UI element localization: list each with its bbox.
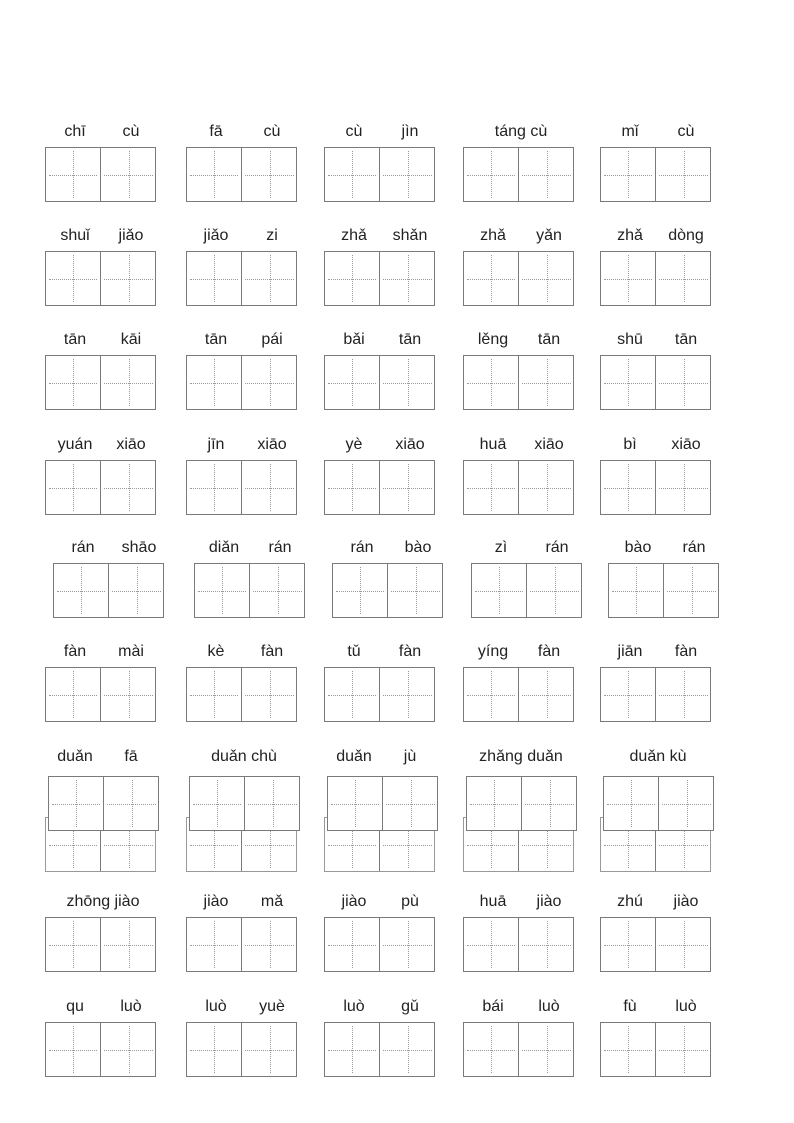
tian-zi-cell[interactable] (656, 461, 711, 514)
pinyin-label: yè (345, 436, 363, 453)
tian-zi-cell[interactable] (380, 918, 435, 971)
word-item (45, 890, 159, 990)
tian-zi-cell[interactable] (519, 252, 574, 305)
pinyin-label: bào (404, 539, 432, 556)
tian-zi-cell[interactable] (656, 668, 711, 721)
tian-zi-cell[interactable] (601, 668, 656, 721)
writing-grid[interactable] (463, 667, 574, 722)
pinyin-label: rán (268, 539, 292, 556)
word-item (332, 536, 446, 636)
pinyin-label: zhǎ (480, 227, 506, 244)
word-item (600, 433, 714, 533)
tian-zi-cell[interactable] (380, 461, 435, 514)
word-item (186, 328, 300, 428)
word-item (45, 745, 159, 845)
tian-zi-cell[interactable] (604, 777, 659, 830)
tian-zi-cell[interactable] (242, 918, 297, 971)
pinyin-label: jiān (617, 643, 643, 660)
tian-zi-cell[interactable] (46, 252, 101, 305)
pinyin-label: huā (479, 893, 507, 910)
word-item (45, 640, 159, 740)
tian-zi-cell[interactable] (242, 148, 297, 201)
word-item (600, 224, 714, 324)
word-item (186, 433, 300, 533)
tian-zi-cell[interactable] (519, 1023, 574, 1076)
tian-zi-cell[interactable] (242, 252, 297, 305)
tian-zi-cell[interactable] (656, 918, 711, 971)
tian-zi-cell[interactable] (656, 1023, 711, 1076)
pinyin-label: luò (343, 998, 365, 1015)
writing-grid[interactable] (463, 147, 574, 202)
writing-grid[interactable] (194, 563, 305, 618)
pinyin-label: jiǎo (203, 227, 229, 244)
pinyin-label: xiāo (116, 436, 146, 453)
tian-zi-cell[interactable] (325, 668, 380, 721)
pinyin-label: fā (124, 748, 138, 765)
writing-grid[interactable] (45, 1022, 156, 1077)
tian-zi-cell[interactable] (522, 777, 577, 830)
pinyin-label: fàn (537, 643, 561, 660)
word-item (324, 995, 438, 1095)
word-item (186, 890, 300, 990)
word-item (45, 433, 159, 533)
tian-zi-cell[interactable] (187, 1023, 242, 1076)
tian-zi-cell[interactable] (464, 461, 519, 514)
tian-zi-cell[interactable] (325, 148, 380, 201)
writing-grid[interactable] (600, 917, 711, 972)
writing-grid[interactable] (324, 460, 435, 515)
tian-zi-cell[interactable] (101, 1023, 156, 1076)
word-item (463, 890, 577, 990)
writing-grid[interactable] (463, 355, 574, 410)
word-row (0, 328, 794, 428)
pinyin-label: jù (403, 748, 417, 765)
pinyin-label: zi (266, 227, 278, 244)
pinyin-label: jīn (207, 436, 225, 453)
writing-grid[interactable] (327, 776, 438, 831)
pinyin-label: gǔ (401, 998, 419, 1015)
tian-zi-cell[interactable] (519, 461, 574, 514)
pinyin-label: cù (345, 123, 363, 140)
tian-zi-cell[interactable] (519, 668, 574, 721)
writing-grid[interactable] (600, 251, 711, 306)
word-item (463, 640, 577, 740)
tian-zi-cell[interactable] (656, 252, 711, 305)
word-item (463, 224, 577, 324)
pinyin-label: rán (545, 539, 569, 556)
tian-zi-cell[interactable] (333, 564, 388, 617)
pinyin-label: huā (479, 436, 507, 453)
pinyin-label: pái (261, 331, 283, 348)
pinyin-label: tān (674, 331, 698, 348)
pinyin-label: tān (398, 331, 422, 348)
tian-zi-cell[interactable] (519, 148, 574, 201)
pinyin-label: dòng (668, 227, 704, 244)
writing-grid[interactable] (324, 147, 435, 202)
pinyin-label: shǎn (392, 227, 428, 244)
writing-grid[interactable] (332, 563, 443, 618)
tian-zi-cell[interactable] (527, 564, 582, 617)
tian-zi-cell[interactable] (101, 668, 156, 721)
pinyin-label: yuán (57, 436, 93, 453)
writing-grid[interactable] (186, 251, 297, 306)
pinyin-label: zì (494, 539, 508, 556)
tian-zi-cell[interactable] (325, 252, 380, 305)
tian-zi-cell[interactable] (325, 1023, 380, 1076)
word-row (0, 890, 794, 990)
tian-zi-cell[interactable] (46, 148, 101, 201)
pinyin-label: fù (623, 998, 637, 1015)
tian-zi-cell[interactable] (383, 777, 438, 830)
pinyin-label: fàn (63, 643, 87, 660)
word-item (324, 890, 438, 990)
tian-zi-cell[interactable] (101, 356, 156, 409)
writing-grid[interactable] (186, 1022, 297, 1077)
pinyin-label: mǎ (260, 893, 284, 910)
tian-zi-cell[interactable] (609, 564, 664, 617)
pinyin-label: xiāo (671, 436, 701, 453)
tian-zi-cell[interactable] (380, 668, 435, 721)
tian-zi-cell[interactable] (195, 564, 250, 617)
tian-zi-cell[interactable] (46, 461, 101, 514)
tian-zi-cell[interactable] (328, 777, 383, 830)
word-item (463, 995, 577, 1095)
word-item (600, 995, 714, 1095)
word-item (186, 745, 300, 845)
tian-zi-cell[interactable] (187, 668, 242, 721)
pinyin-label: rán (71, 539, 95, 556)
tian-zi-cell[interactable] (46, 668, 101, 721)
pinyin-label: tǔ (347, 643, 361, 660)
word-item (471, 536, 585, 636)
tian-zi-cell[interactable] (659, 777, 714, 830)
writing-grid[interactable] (600, 1022, 711, 1077)
pinyin-label: duǎn kù (629, 748, 687, 765)
pinyin-label: jiào (341, 893, 367, 910)
word-item (45, 995, 159, 1095)
tian-zi-cell[interactable] (464, 918, 519, 971)
pinyin-label: luò (120, 998, 142, 1015)
word-item (608, 536, 722, 636)
tian-zi-cell[interactable] (325, 918, 380, 971)
tian-zi-cell[interactable] (380, 1023, 435, 1076)
word-item (600, 640, 714, 740)
pinyin-label: fā (209, 123, 223, 140)
pinyin-label: yíng (477, 643, 509, 660)
writing-grid[interactable] (463, 917, 574, 972)
tian-zi-cell[interactable] (601, 1023, 656, 1076)
writing-grid[interactable] (53, 563, 164, 618)
writing-grid[interactable] (608, 563, 719, 618)
pinyin-label: zhú (617, 893, 643, 910)
word-item (45, 224, 159, 324)
writing-grid[interactable] (600, 355, 711, 410)
tian-zi-cell[interactable] (242, 461, 297, 514)
pinyin-label: luò (538, 998, 560, 1015)
pinyin-label: táng cù (494, 123, 548, 140)
word-item (324, 640, 438, 740)
pinyin-label: tān (204, 331, 228, 348)
tian-zi-cell[interactable] (325, 461, 380, 514)
word-item (186, 224, 300, 324)
pinyin-label: bái (482, 998, 504, 1015)
tian-zi-cell[interactable] (464, 1023, 519, 1076)
tian-zi-cell[interactable] (49, 777, 104, 830)
pinyin-label: bào (624, 539, 652, 556)
pinyin-label: rán (682, 539, 706, 556)
tian-zi-cell[interactable] (187, 918, 242, 971)
word-item (600, 120, 714, 220)
word-item (324, 745, 438, 845)
word-row (0, 224, 794, 324)
pinyin-label: zhǎ (617, 227, 643, 244)
pinyin-label: fàn (398, 643, 422, 660)
pinyin-label: yuè (259, 998, 285, 1015)
tian-zi-cell[interactable] (380, 148, 435, 201)
tian-zi-cell[interactable] (187, 356, 242, 409)
pinyin-label: tān (63, 331, 87, 348)
tian-zi-cell[interactable] (464, 356, 519, 409)
tian-zi-cell[interactable] (464, 668, 519, 721)
word-item (186, 120, 300, 220)
pinyin-label: kè (207, 643, 225, 660)
writing-grid[interactable] (324, 1022, 435, 1077)
tian-zi-cell[interactable] (187, 252, 242, 305)
word-item (324, 224, 438, 324)
pinyin-label: shuǐ (60, 227, 90, 244)
pinyin-label: luò (205, 998, 227, 1015)
tian-zi-cell[interactable] (601, 356, 656, 409)
writing-grid[interactable] (603, 776, 714, 831)
writing-grid[interactable] (600, 667, 711, 722)
tian-zi-cell[interactable] (54, 564, 109, 617)
word-item (600, 328, 714, 428)
writing-grid[interactable] (324, 251, 435, 306)
word-item (463, 328, 577, 428)
word-item (324, 328, 438, 428)
tian-zi-cell[interactable] (101, 918, 156, 971)
writing-grid[interactable] (45, 251, 156, 306)
pinyin-label: lěng (477, 331, 509, 348)
tian-zi-cell[interactable] (325, 356, 380, 409)
word-row (0, 640, 794, 740)
writing-grid[interactable] (45, 667, 156, 722)
pinyin-label: mǐ (621, 123, 639, 140)
writing-grid[interactable] (463, 1022, 574, 1077)
word-row (0, 995, 794, 1095)
tian-zi-cell[interactable] (601, 918, 656, 971)
tian-zi-cell[interactable] (380, 252, 435, 305)
pinyin-label: diǎn (208, 539, 240, 556)
word-item (600, 890, 714, 990)
word-row (0, 120, 794, 220)
tian-zi-cell[interactable] (519, 918, 574, 971)
pinyin-label: xiāo (257, 436, 287, 453)
word-item (463, 120, 577, 220)
writing-grid[interactable] (463, 460, 574, 515)
tian-zi-cell[interactable] (656, 356, 711, 409)
pinyin-label: jiǎo (118, 227, 144, 244)
tian-zi-cell[interactable] (601, 461, 656, 514)
word-item (324, 433, 438, 533)
pinyin-label: qu (66, 998, 84, 1015)
tian-zi-cell[interactable] (109, 564, 164, 617)
tian-zi-cell[interactable] (242, 1023, 297, 1076)
tian-zi-cell[interactable] (380, 356, 435, 409)
pinyin-label: cù (122, 123, 140, 140)
writing-grid[interactable] (186, 355, 297, 410)
word-item (324, 120, 438, 220)
pinyin-label: xiāo (395, 436, 425, 453)
tian-zi-cell[interactable] (388, 564, 443, 617)
pinyin-label: bǎi (343, 331, 365, 348)
word-item (463, 745, 577, 845)
pinyin-label: mài (118, 643, 144, 660)
writing-grid[interactable] (600, 147, 711, 202)
tian-zi-cell[interactable] (245, 777, 300, 830)
writing-grid[interactable] (324, 667, 435, 722)
tian-zi-cell[interactable] (464, 148, 519, 201)
pinyin-label: zhǎng duǎn (479, 748, 563, 765)
word-row (0, 433, 794, 533)
tian-zi-cell[interactable] (242, 356, 297, 409)
pinyin-label: jiào (673, 893, 699, 910)
writing-grid[interactable] (45, 917, 156, 972)
writing-grid[interactable] (186, 917, 297, 972)
tian-zi-cell[interactable] (187, 148, 242, 201)
word-item (45, 328, 159, 428)
tian-zi-cell[interactable] (190, 777, 245, 830)
tian-zi-cell[interactable] (46, 918, 101, 971)
pinyin-label: luò (675, 998, 697, 1015)
pinyin-label: chī (64, 123, 86, 140)
writing-grid[interactable] (45, 147, 156, 202)
writing-grid[interactable] (466, 776, 577, 831)
pinyin-label: fàn (674, 643, 698, 660)
writing-grid[interactable] (324, 917, 435, 972)
pinyin-label: shū (617, 331, 643, 348)
pinyin-label: cù (263, 123, 281, 140)
writing-grid[interactable] (186, 147, 297, 202)
pinyin-label: tān (537, 331, 561, 348)
writing-grid[interactable] (186, 460, 297, 515)
tian-zi-cell[interactable] (601, 148, 656, 201)
pinyin-label: yǎn (536, 227, 562, 244)
pinyin-label: cù (677, 123, 695, 140)
pinyin-label: kāi (120, 331, 142, 348)
tian-zi-cell[interactable] (656, 148, 711, 201)
word-item (186, 640, 300, 740)
tian-zi-cell[interactable] (519, 356, 574, 409)
pinyin-label: jiào (203, 893, 229, 910)
pinyin-label: xiāo (534, 436, 564, 453)
pinyin-label: shāo (121, 539, 157, 556)
pinyin-label: jìn (401, 123, 419, 140)
tian-zi-cell[interactable] (187, 461, 242, 514)
word-item (600, 745, 714, 845)
tian-zi-cell[interactable] (46, 1023, 101, 1076)
writing-grid[interactable] (45, 460, 156, 515)
tian-zi-cell[interactable] (250, 564, 305, 617)
tian-zi-cell[interactable] (664, 564, 719, 617)
pinyin-label: zhǎ (341, 227, 367, 244)
word-item (53, 536, 167, 636)
pinyin-label: zhōng jiào (66, 893, 140, 910)
writing-grid[interactable] (189, 776, 300, 831)
writing-grid[interactable] (48, 776, 159, 831)
tian-zi-cell[interactable] (242, 668, 297, 721)
pinyin-label: duǎn (57, 748, 93, 765)
writing-grid[interactable] (45, 355, 156, 410)
tian-zi-cell[interactable] (464, 252, 519, 305)
writing-grid[interactable] (324, 355, 435, 410)
tian-zi-cell[interactable] (101, 252, 156, 305)
word-item (463, 433, 577, 533)
pinyin-label: jiào (536, 893, 562, 910)
word-row (0, 745, 794, 845)
pinyin-label: fàn (260, 643, 284, 660)
tian-zi-cell[interactable] (104, 777, 159, 830)
pinyin-label: duǎn chù (211, 748, 277, 765)
pinyin-label: pù (401, 893, 419, 910)
word-item (186, 995, 300, 1095)
pinyin-label: duǎn (336, 748, 372, 765)
tian-zi-cell[interactable] (101, 148, 156, 201)
pinyin-label: bì (623, 436, 637, 453)
pinyin-label: rán (350, 539, 374, 556)
writing-grid[interactable] (600, 460, 711, 515)
tian-zi-cell[interactable] (467, 777, 522, 830)
tian-zi-cell[interactable] (101, 461, 156, 514)
tian-zi-cell[interactable] (601, 252, 656, 305)
word-row (0, 536, 794, 636)
tian-zi-cell[interactable] (46, 356, 101, 409)
writing-grid[interactable] (186, 667, 297, 722)
tian-zi-cell[interactable] (472, 564, 527, 617)
word-item (45, 120, 159, 220)
word-item (194, 536, 308, 636)
writing-grid[interactable] (463, 251, 574, 306)
writing-grid[interactable] (471, 563, 582, 618)
